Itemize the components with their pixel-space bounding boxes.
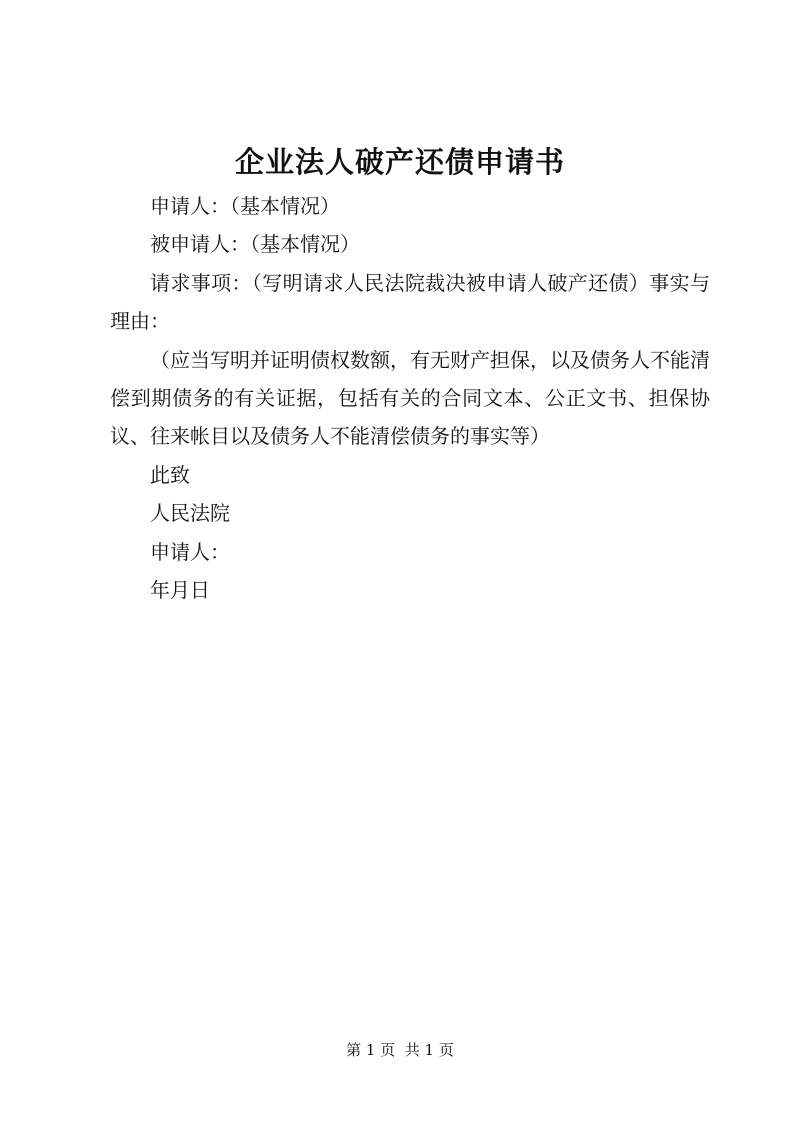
page-footer — [0, 1040, 800, 1060]
document-title: 企业法人破产还债申请书 — [234, 145, 565, 179]
court-line: 人民法院 — [150, 501, 230, 526]
page-number: 第 1 页 共 1 页 — [346, 1041, 454, 1059]
document-body — [110, 187, 710, 609]
respondent-line: 被申请人：（基本情况） — [150, 232, 360, 257]
date-line: 年月日 — [150, 578, 210, 603]
request-items-paragraph: 请求事项：（写明请求人民法院裁决被申请人破产还债）事实与理由： — [110, 270, 710, 334]
facts-reasons-paragraph: （应当写明并证明债权数额，有无财产担保，以及债务人不能清偿到期债务的有关证据，包括有关的合同文本、公正文书、担保协议、往来帐目以及债务人不能清偿债务的事实等） — [110, 347, 710, 449]
salutation-line: 此致 — [150, 462, 190, 487]
signature-applicant-line: 申请人： — [150, 539, 230, 564]
applicant-line: 申请人：（基本情况） — [150, 194, 340, 218]
